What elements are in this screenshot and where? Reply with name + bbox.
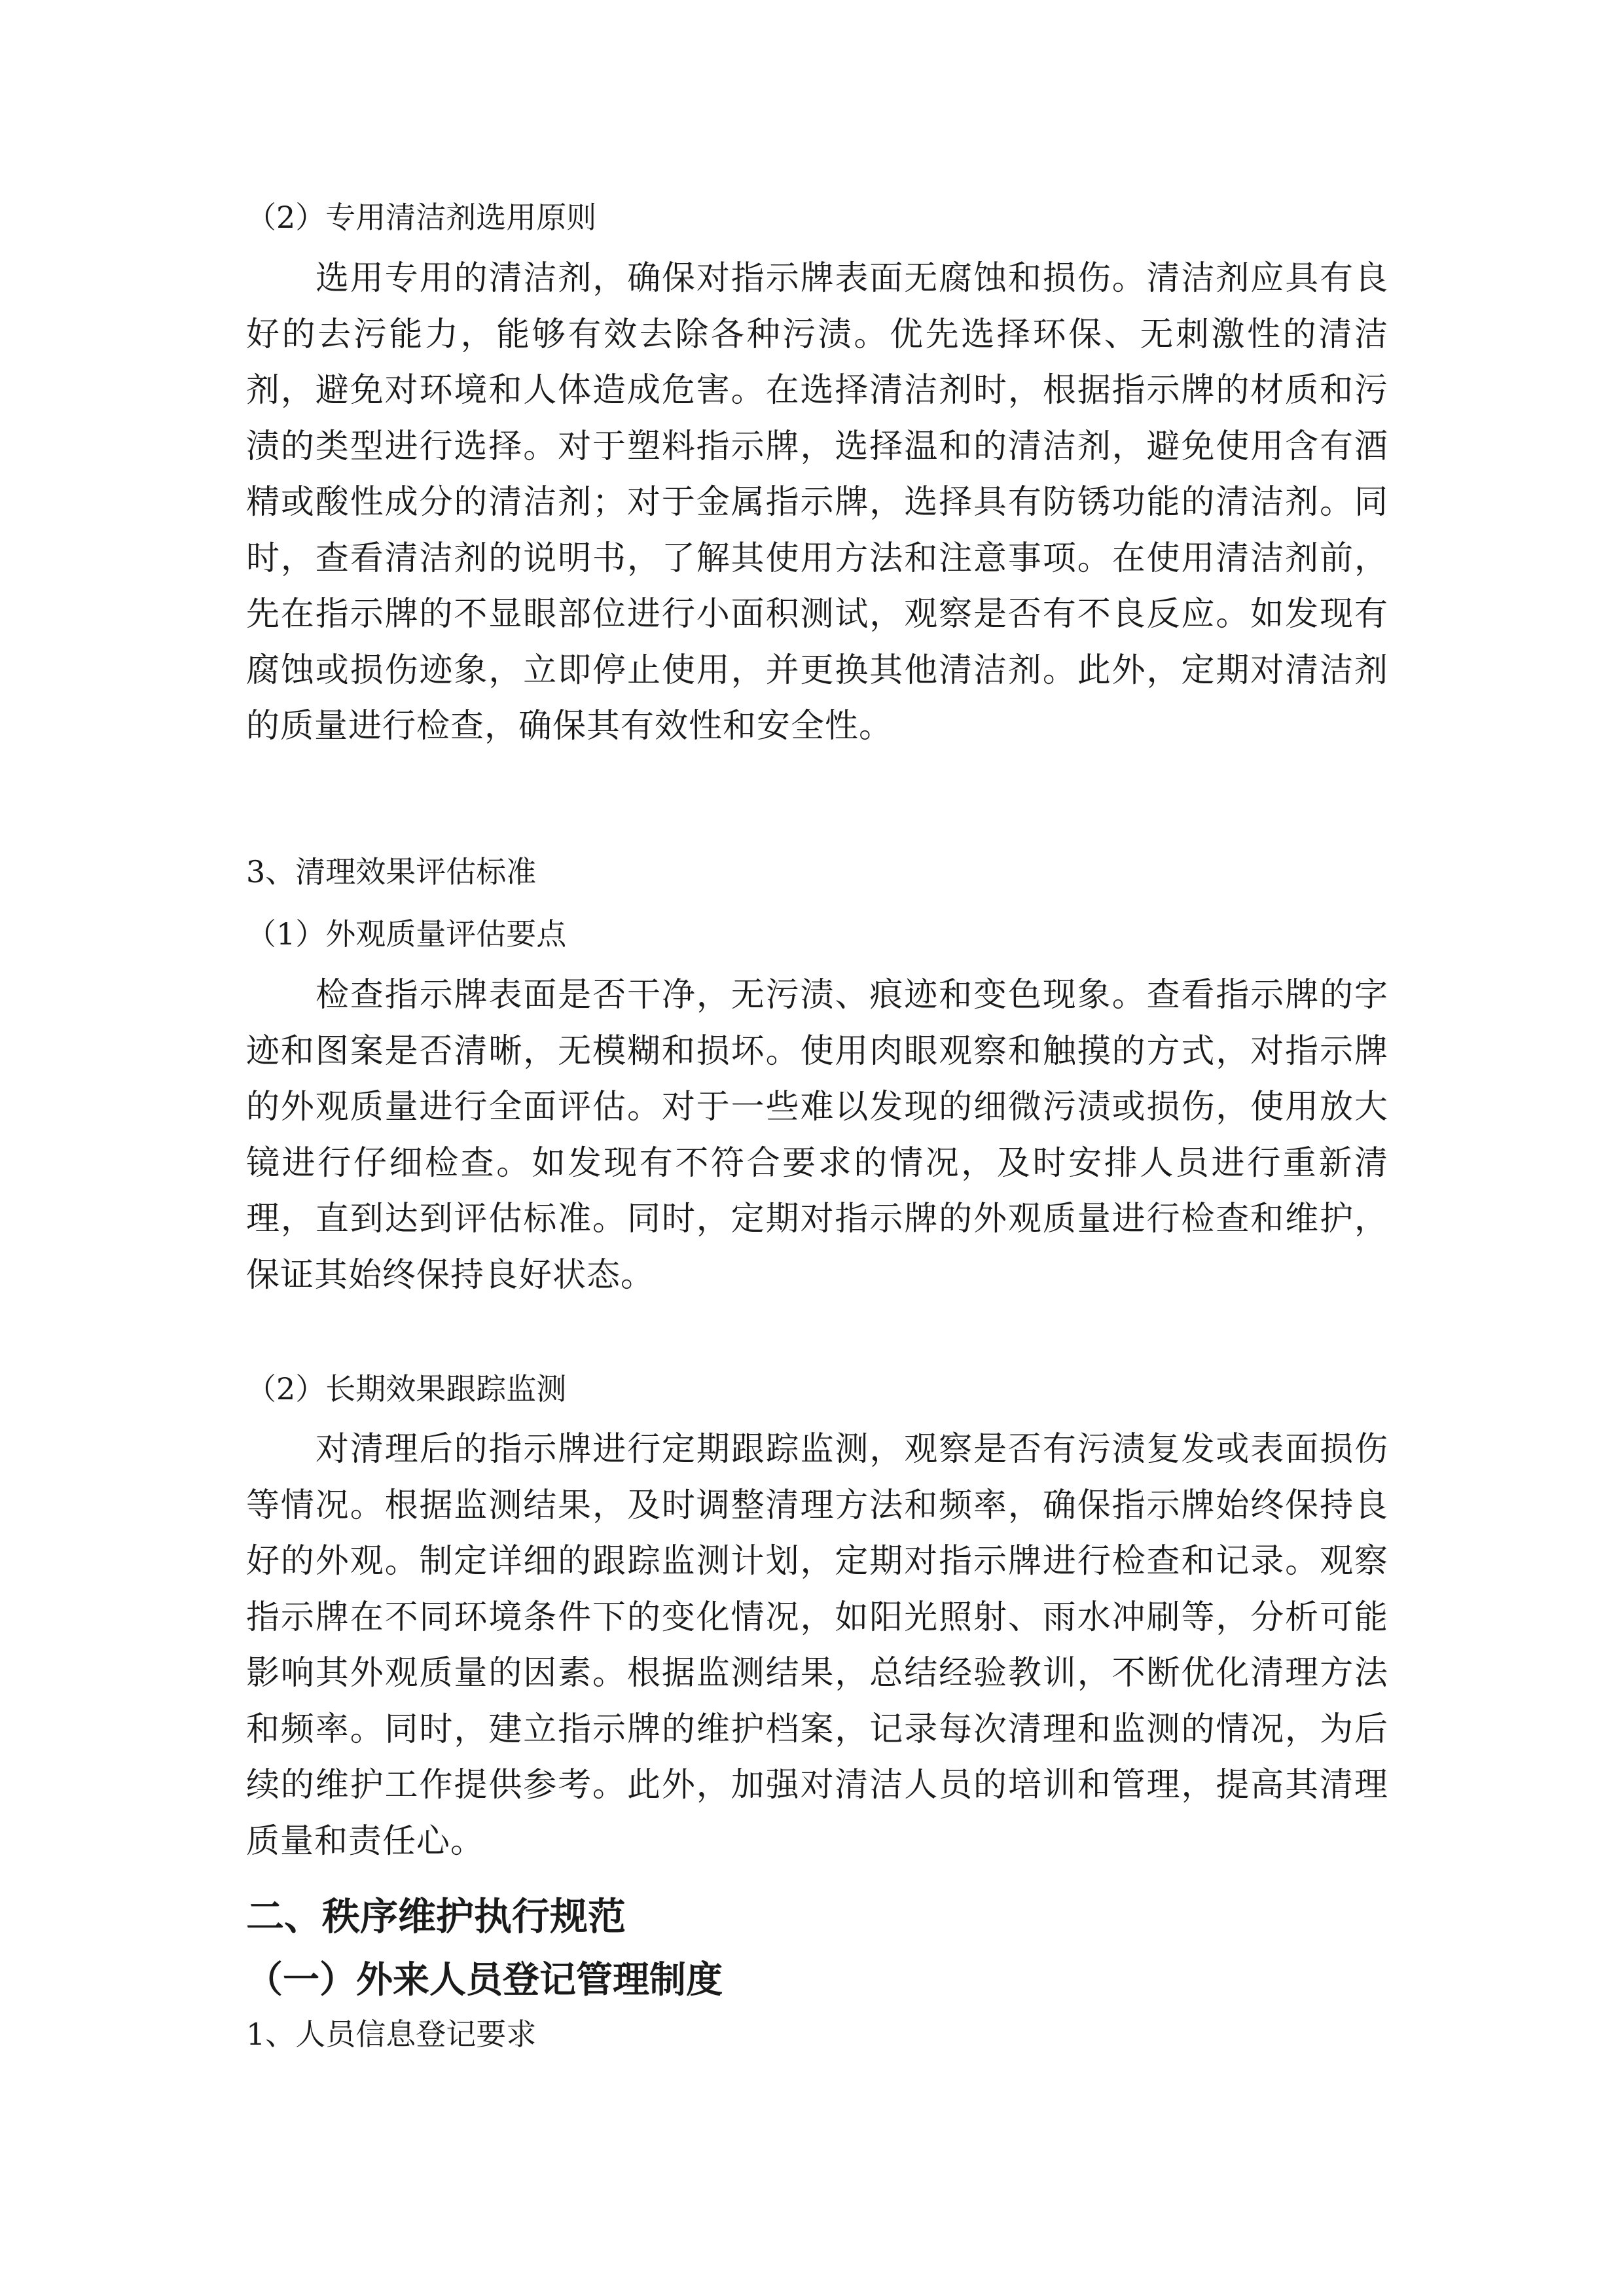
paragraph-cleaner-selection: 选用专用的清洁剂，确保对指示牌表面无腐蚀和损伤。清洁剂应具有良好的去污能力，能够有效去除各种污渍。优先选择环保、无刺激性的清洁剂，避免对环境和人体造成危害。在选择清洁剂时，根据指示牌的材质和污渍的类型进行选择。对于塑料指示牌，选择温和的清洁剂，避免使用含有酒精或酸性成分的清洁剂；对于金属指示牌，选择具有防锈功能的清洁剂。同时，查看清洁剂的说明书，了解其使用方法和注意事项。在使用清洁剂前，先在指示牌的不显眼部位进行小面积测试，观察是否有不良反应。如发现有腐蚀或损伤迹象，立即停止使用，并更换其他清洁剂。此外，定期对清洁剂的质量进行检查，确保其有效性和安全性。 [246,259,1388,745]
heading-cleaner-selection-principles: （2）专用清洁剂选用原则 [246,200,597,235]
chapter-title-order-maintenance: 二、秩序维护执行规范 [246,1894,626,1939]
heading-cleaning-evaluation-standards: 3、清理效果评估标准 [246,854,537,889]
subsection-title-personnel-info-requirements: 1、人员信息登记要求 [246,2017,537,2052]
heading-long-term-monitoring: （2）长期效果跟踪监测 [246,1371,567,1407]
paragraph-long-term-monitoring: 对清理后的指示牌进行定期跟踪监测，观察是否有污渍复发或表面损伤等情况。根据监测结果，及时调整清理方法和频率，确保指示牌始终保持良好的外观。制定详细的跟踪监测计划，定期对指示牌进行检查和记录。观察指示牌在不同环境条件下的变化情况，如阳光照射、雨水冲刷等，分析可能影响其外观质量的因素。根据监测结果，总结经验教训，不断优化清理方法和频率。同时，建立指示牌的维护档案，记录每次清理和监测的情况，为后续的维护工作提供参考。此外，加强对清洁人员的培训和管理，提高其清理质量和责任心。 [246,1430,1388,1861]
heading-appearance-quality-points: （1）外观质量评估要点 [246,916,567,952]
paragraph-appearance-quality: 检查指示牌表面是否干净，无污渍、痕迹和变色现象。查看指示牌的字迹和图案是否清晰，无模糊和损坏。使用肉眼观察和触摸的方式，对指示牌的外观质量进行全面评估。对于一些难以发现的细微污渍或损伤，使用放大镜进行仔细检查。如发现有不符合要求的情况，及时安排人员进行重新清理，直到达到评估标准。同时，定期对指示牌的外观质量进行检查和维护，保证其始终保持良好状态。 [246,976,1388,1295]
section-title-visitor-registration: （一）外来人员登记管理制度 [246,1958,723,2001]
